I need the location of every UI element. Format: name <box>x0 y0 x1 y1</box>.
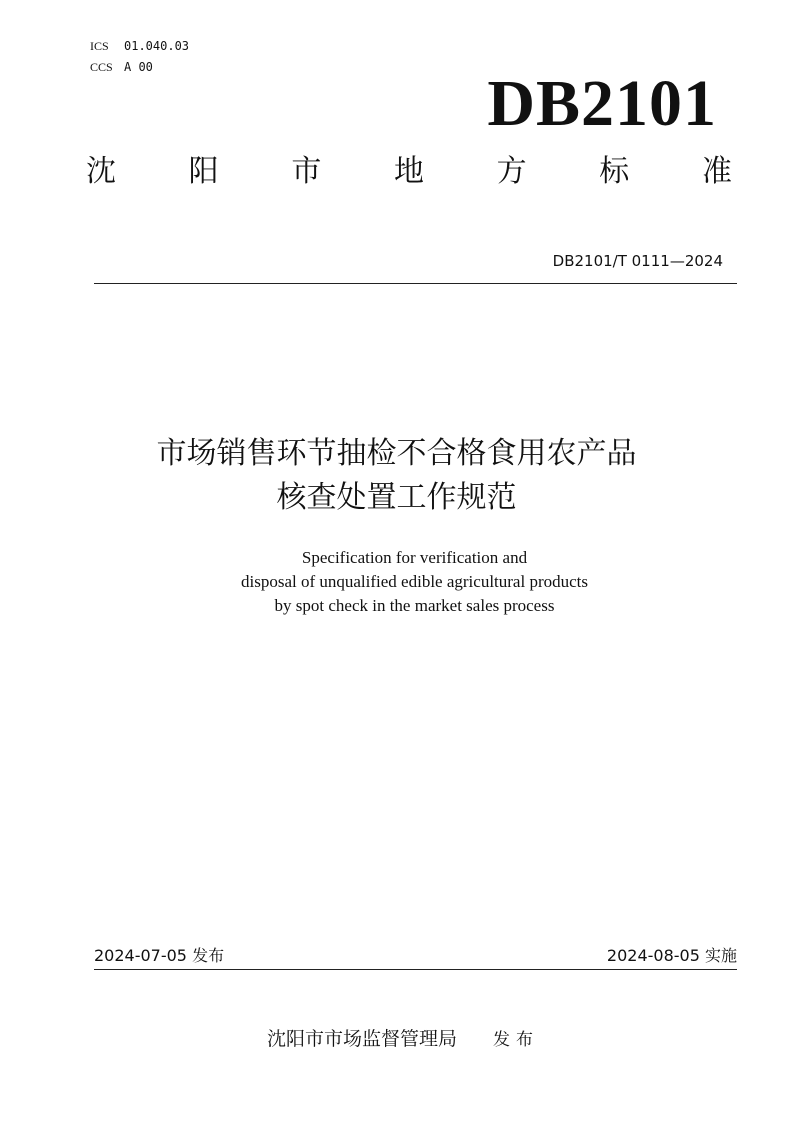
english-title <box>0 546 793 618</box>
standard-type-char: 地 <box>393 154 424 189</box>
publisher <box>267 1027 539 1052</box>
ics-label: ICS <box>90 39 109 53</box>
english-title-line: disposal of unqualified edible agricultural products <box>241 572 588 591</box>
ccs-label: CCS <box>90 60 113 74</box>
implementation-date: 2024-08-05 实施 <box>606 946 737 965</box>
standard-type-char: 阳 <box>188 154 219 189</box>
footer-divider <box>94 969 737 970</box>
chinese-title-line: 市场销售环节抽检不合格食用农产品 <box>156 436 637 471</box>
ccs-value: A 00 <box>124 60 153 74</box>
chinese-title <box>0 432 793 520</box>
chinese-title-line: 核查处置工作规范 <box>276 480 517 515</box>
standard-number: DB2101/T 0111—2024 <box>552 252 723 270</box>
english-title-line: Specification for verification and <box>301 548 528 567</box>
header-divider <box>94 283 737 284</box>
standard-type-char: 沈 <box>86 154 116 189</box>
issue-date: 2024-07-05 发布 <box>94 946 225 965</box>
standard-type-char: 标 <box>599 154 630 189</box>
standard-type <box>86 153 732 191</box>
standard-type-char: 方 <box>496 154 527 189</box>
standard-type-char: 市 <box>291 154 322 189</box>
ics-code <box>90 39 189 53</box>
standard-code: DB2101 <box>487 67 717 140</box>
english-title-line: by spot check in the market sales process <box>274 596 555 615</box>
publisher-action: 发布 <box>493 1030 540 1050</box>
ccs-code <box>90 60 153 74</box>
publisher-name: 沈阳市市场监督管理局 <box>267 1028 458 1050</box>
ics-value: 01.040.03 <box>124 39 190 53</box>
standard-type-char: 准 <box>701 154 732 189</box>
